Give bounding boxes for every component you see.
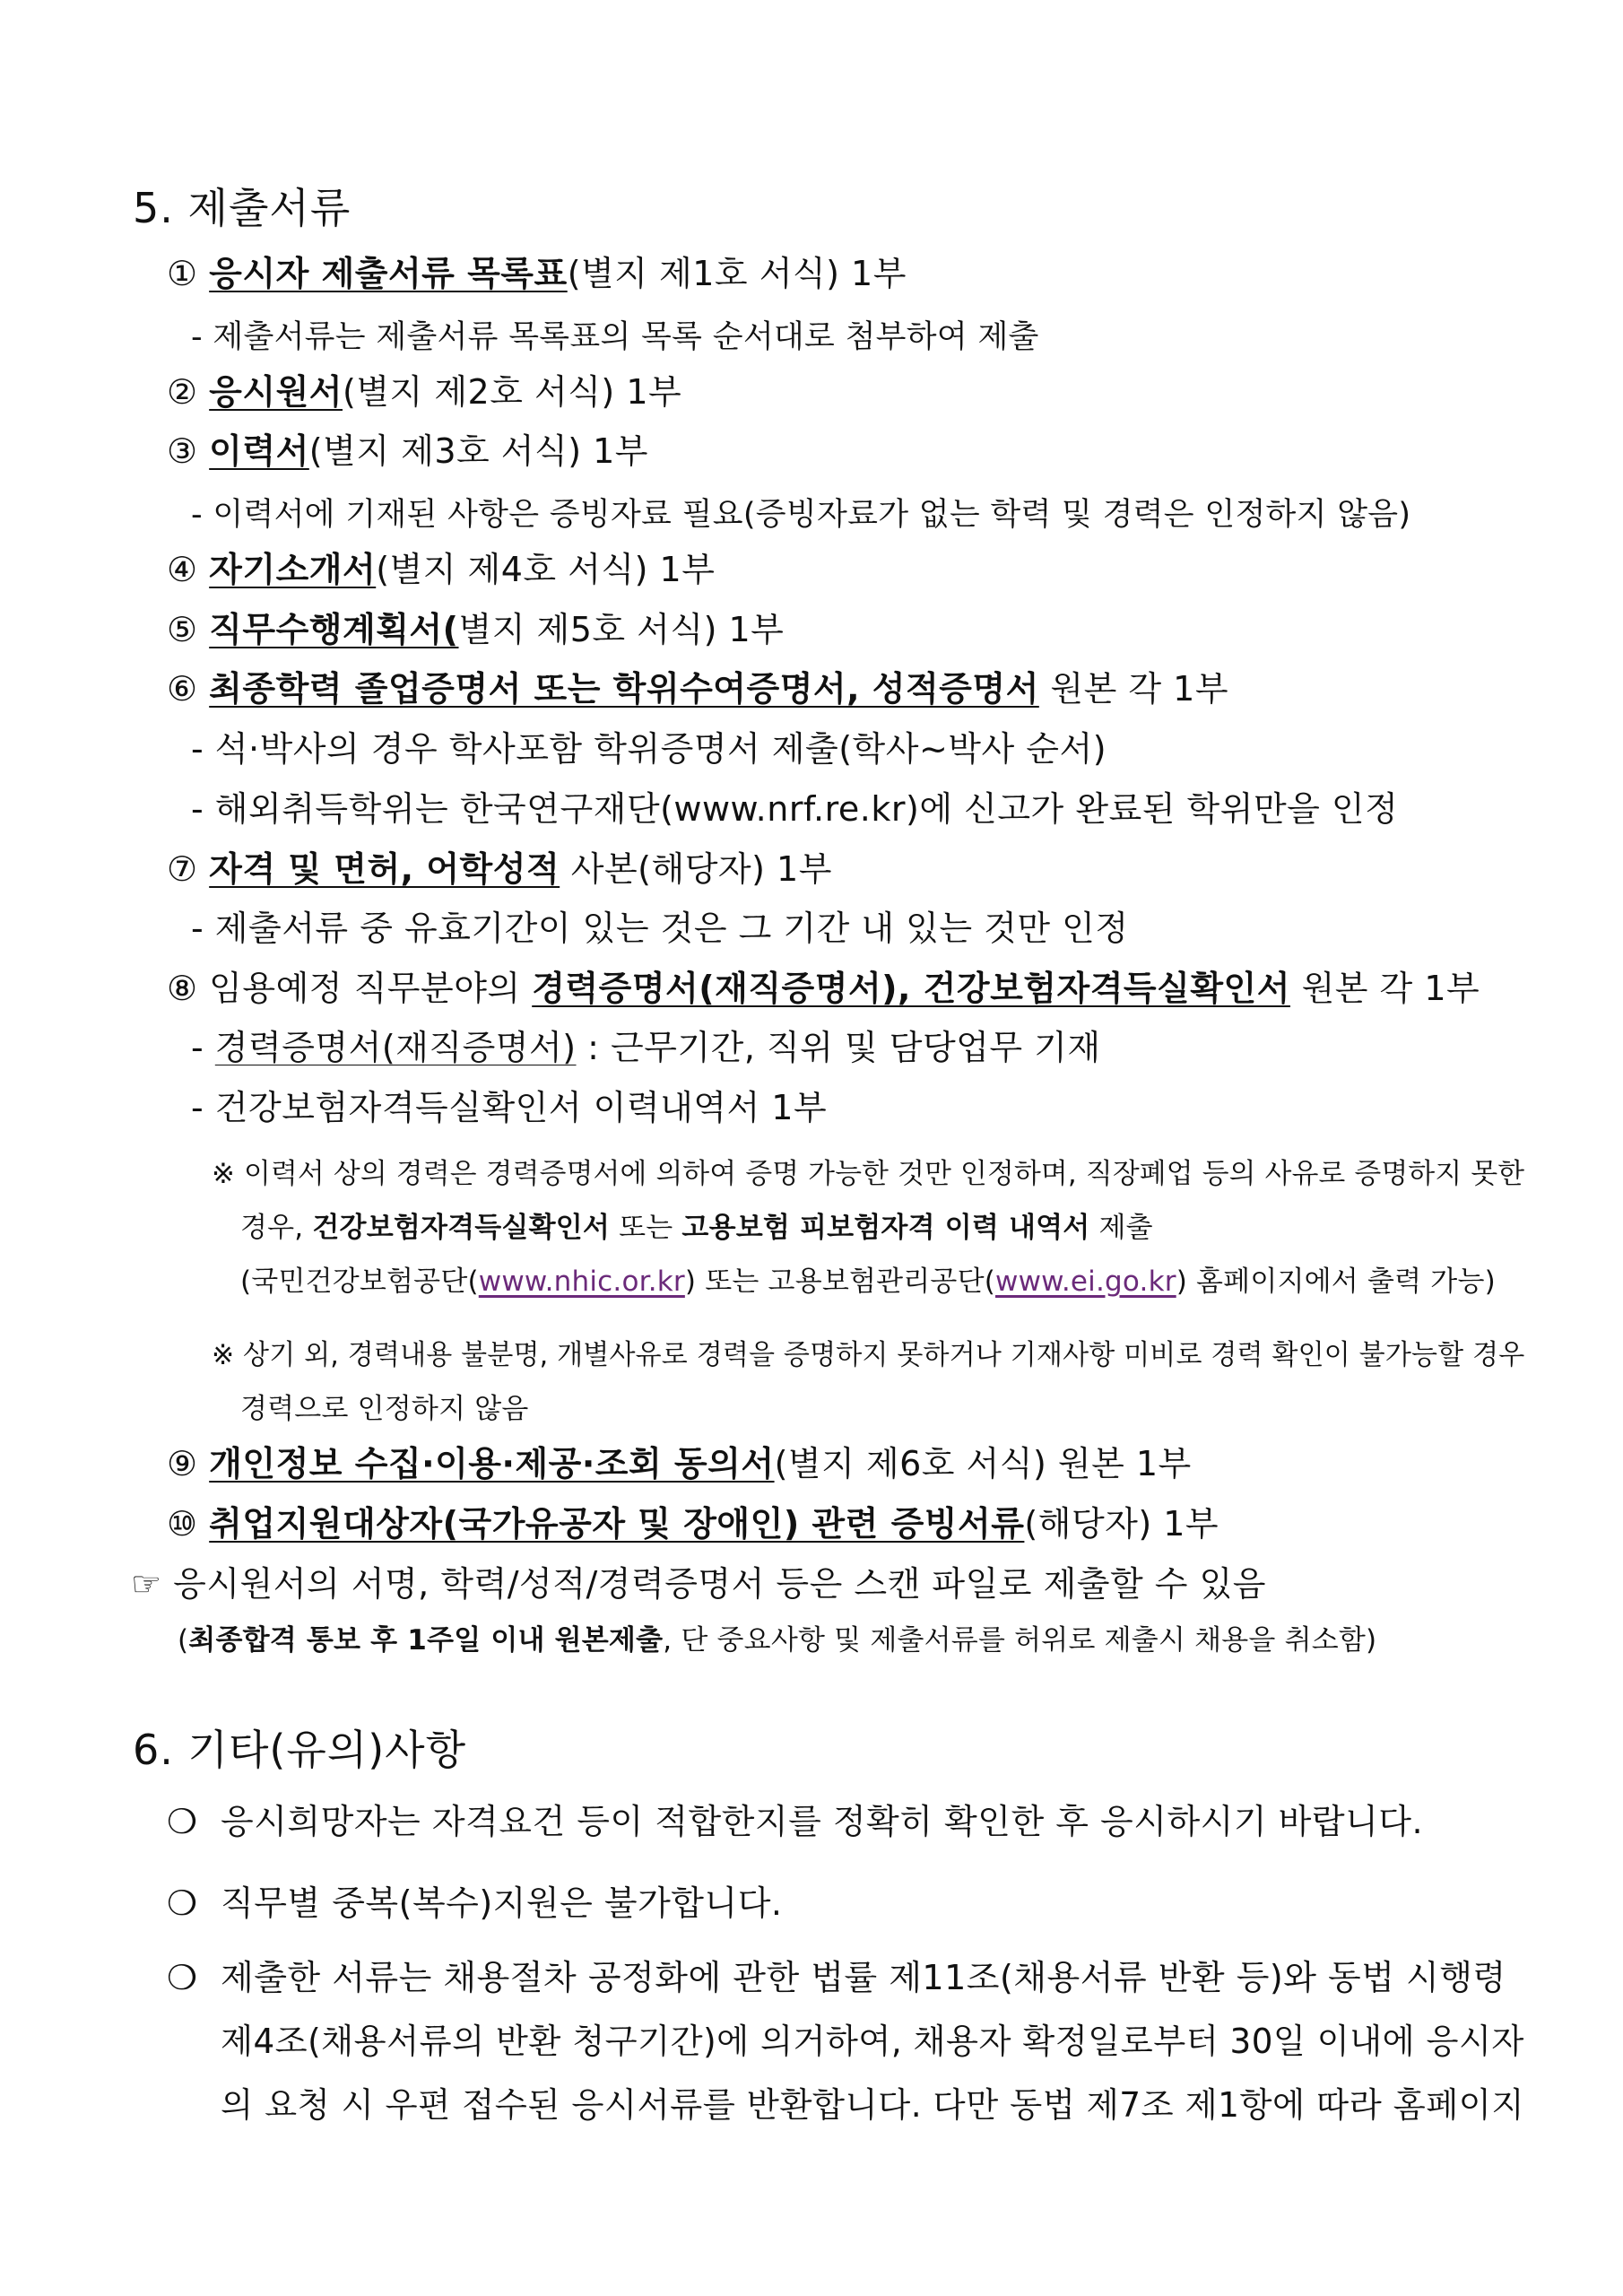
item-2 — [167, 372, 681, 413]
circle-bullet-icon: ❍ — [167, 1958, 198, 1997]
item-4 — [167, 550, 715, 591]
item-9-title: 개인정보 수집·이용·제공·조회 동의서 — [209, 1444, 775, 1483]
section-6-heading: 6. 기타(유의)사항 — [133, 1726, 467, 1774]
item-8-note-a-underlined: 경력증명서(재직증명서) — [214, 1028, 577, 1067]
notice-3-line-3: 의 요청 시 우편 접수된 응시서류를 반환합니다. 다만 동법 제7조 제1항에 따라 홈페이지 — [221, 2085, 1525, 2125]
item-4-detail: (별지 제4호 서식) 1부 — [376, 550, 716, 589]
item-2-number: ② — [167, 372, 198, 412]
note-1-text: (국민건강보험공단( — [240, 1265, 479, 1298]
item-9-detail: (별지 제6호 서식) 원본 1부 — [774, 1444, 1192, 1483]
item-5 — [167, 610, 784, 651]
scan-note-bold: 최종합격 통보 후 1주일 이내 원본제출 — [188, 1624, 664, 1657]
note-1-text: ) 홈페이지에서 출력 가능) — [1176, 1265, 1496, 1298]
note-1-bold-1: 건강보험자격득실확인서 — [312, 1212, 611, 1244]
note-1-line-3 — [240, 1265, 1496, 1299]
notice-2-text: 직무별 중복(복수)지원은 불가합니다. — [221, 1883, 783, 1923]
item-7-detail: 사본(해당자) 1부 — [560, 849, 832, 889]
notice-1-text: 응시희망자는 자격요건 등이 적합한지를 정확히 확인한 후 응시하시기 바랍니다. — [221, 1802, 1424, 1841]
item-3-detail: (별지 제3호 서식) 1부 — [308, 431, 648, 471]
notice-3-line-2: 제4조(채용서류의 반환 청구기간)에 의거하여, 채용자 확정일로부터 30일 이내에 응시자 — [221, 2022, 1524, 2061]
scan-note-line-2 — [178, 1624, 1376, 1657]
item-5-number: ⑤ — [167, 610, 198, 649]
scan-note-line-1: ☞ 응시원서의 서명, 학력/성적/경력증명서 등은 스캔 파일로 제출할 수 있음 — [131, 1564, 1266, 1604]
item-1-note: - 제출서류는 제출서류 목록표의 목록 순서대로 첨부하여 제출 — [191, 319, 1039, 355]
item-3-title: 이력서 — [209, 431, 309, 471]
note-1-text: 제출 — [1089, 1212, 1153, 1244]
item-9-number: ⑨ — [167, 1444, 198, 1483]
item-4-number: ④ — [167, 550, 198, 589]
item-3-note: - 이력서에 기재된 사항은 증빙자료 필요(증빙자료가 없는 학력 및 경력은 인정하지 않음) — [191, 497, 1411, 533]
item-6 — [167, 669, 1228, 710]
dash: - — [191, 1028, 215, 1067]
nhic-link[interactable]: www.nhic.or.kr — [478, 1265, 685, 1298]
circle-bullet-icon: ❍ — [167, 1802, 198, 1841]
item-10-title: 취업지원대상자(국가유공자 및 장애인) 관련 증빙서류 — [209, 1504, 1025, 1544]
item-7-note: - 제출서류 중 유효기간이 있는 것은 그 기간 내 있는 것만 인정 — [191, 909, 1129, 948]
item-8-note-a — [191, 1028, 1101, 1069]
notice-3 — [167, 1958, 1506, 1999]
item-7 — [167, 849, 832, 891]
notice-1 — [167, 1802, 1423, 1843]
item-8-note-a-rest: : 근무기간, 직위 및 담당업무 기재 — [576, 1028, 1101, 1067]
item-1-number: ① — [167, 254, 198, 293]
item-2-detail: (별지 제2호 서식) 1부 — [343, 372, 682, 412]
item-9 — [167, 1444, 1192, 1485]
note-2-line-1: ※ 상기 외, 경력내용 불분명, 개별사유로 경력을 증명하지 못하거나 기재사항 미비로 경력 확인이 불가능할 경우 — [212, 1339, 1525, 1371]
item-4-title: 자기소개서 — [209, 550, 377, 589]
item-5-title: 직무수행계획서( — [209, 610, 459, 649]
scan-note-text: ( — [178, 1624, 189, 1657]
ei-link[interactable]: www.ei.go.kr — [995, 1265, 1176, 1298]
notice-3-line-1: 제출한 서류는 채용절차 공정화에 관한 법률 제11조(채용서류 반환 등)와 동법 시행령 — [221, 1958, 1506, 1997]
item-6-detail: 원본 각 1부 — [1038, 669, 1229, 709]
item-7-title: 자격 및 면허, 어학성적 — [209, 849, 560, 889]
notice-2 — [167, 1883, 783, 1925]
item-1-detail: (별지 제1호 서식) 1부 — [567, 254, 907, 293]
circle-bullet-icon: ❍ — [167, 1883, 198, 1923]
item-6-note-b: - 해외취득학위는 한국연구재단(www.nrf.re.kr)에 신고가 완료된 학위만을 인정 — [191, 789, 1399, 829]
section-5-heading: 5. 제출서류 — [133, 184, 352, 232]
item-6-number: ⑥ — [167, 669, 198, 709]
item-8-title: 경력증명서(재직증명서), 건강보험자격득실확인서 — [532, 969, 1290, 1008]
item-7-number: ⑦ — [167, 849, 198, 889]
note-1-line-2 — [240, 1212, 1153, 1245]
item-3-number: ③ — [167, 431, 198, 471]
item-8-prefix: 임용예정 직무분야의 — [209, 969, 533, 1008]
item-3 — [167, 431, 648, 473]
item-1 — [167, 254, 907, 295]
note-1-bold-2: 고용보험 피보험자격 이력 내역서 — [681, 1212, 1090, 1244]
note-1-text: 경우, — [240, 1212, 313, 1244]
item-8-detail: 원본 각 1부 — [1289, 969, 1480, 1008]
item-10-detail: (해당자) 1부 — [1024, 1504, 1219, 1544]
note-1-text: 또는 — [610, 1212, 682, 1244]
item-6-note-a: - 석·박사의 경우 학사포함 학위증명서 제출(학사~박사 순서) — [191, 729, 1107, 769]
note-2-line-2: 경력으로 인정하지 않음 — [240, 1393, 529, 1425]
item-10-number: ⑩ — [167, 1504, 198, 1544]
item-6-title: 최종학력 졸업증명서 또는 학위수여증명서, 성적증명서 — [209, 669, 1039, 709]
note-1-text: ) 또는 고용보험관리공단( — [684, 1265, 996, 1298]
item-8 — [167, 969, 1480, 1010]
item-8-note-b: - 건강보험자격득실확인서 이력내역서 1부 — [191, 1088, 828, 1127]
item-8-number: ⑧ — [167, 969, 198, 1008]
item-2-title: 응시원서 — [209, 372, 343, 412]
scan-note-text: , 단 중요사항 및 제출서류를 허위로 제출시 채용을 취소함) — [663, 1624, 1377, 1657]
item-5-detail: 별지 제5호 서식) 1부 — [458, 610, 785, 649]
item-10 — [167, 1504, 1219, 1545]
item-1-title: 응시자 제출서류 목록표 — [209, 254, 568, 293]
note-1-line-1: ※ 이력서 상의 경력은 경력증명서에 의하여 증명 가능한 것만 인정하며, 직장폐업 등의 사유로 증명하지 못한 — [212, 1158, 1525, 1190]
